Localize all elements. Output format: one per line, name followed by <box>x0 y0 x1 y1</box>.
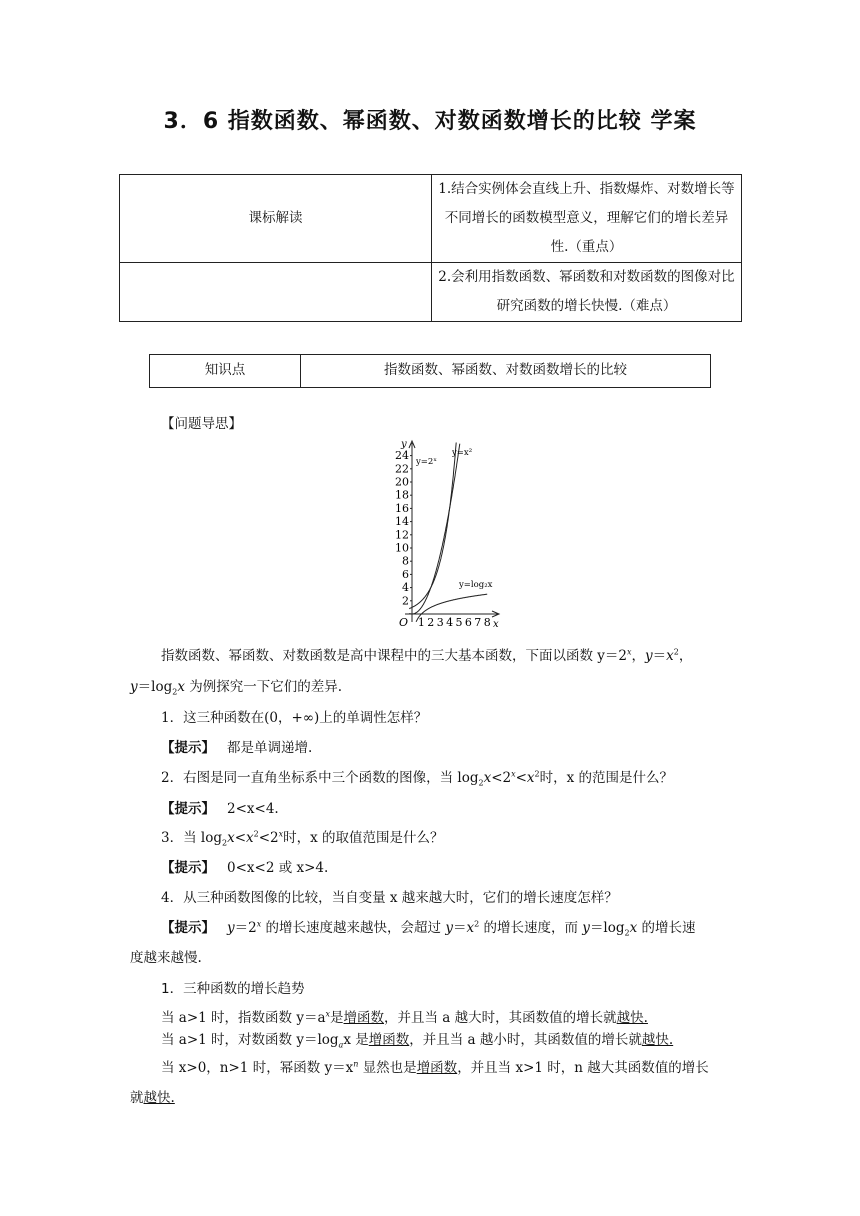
guide-heading: 【问题导思】 <box>161 416 242 432</box>
curriculum-standards-table <box>119 174 742 322</box>
question-3: 3．当 $\log_2x<x^2<2^x$时，x 的取值范围是什么？ <box>161 829 444 848</box>
question-2-pre: 2．右图是同一直角坐标系中三个函数的图像，当 log <box>161 770 479 786</box>
question-2: 2．右图是同一直角坐标系中三个函数的图像，当 $\log_2x<2^x<x^2$时，x 的范围是什么？ <box>161 769 674 788</box>
trend-exp-b: 是 <box>330 1010 344 1026</box>
x-tick-label: 8 <box>483 616 491 629</box>
answer-1-text: 都是单调递增. <box>227 740 313 756</box>
trend-log-a: 当 a>1 时，对数函数 y＝log <box>161 1032 339 1048</box>
x-tick-label: 5 <box>455 616 463 629</box>
knowledge-point-table <box>149 354 711 388</box>
trend-log-c: ，并且当 a 越小时，其函数值的增长就 <box>409 1032 642 1048</box>
hint-label: 【提示】 <box>161 860 215 876</box>
answer-4-a: 的增长速度越来越快，会超过 <box>265 920 442 936</box>
trend-pow-a: 当 x>0，n>1 时，幂函数 y＝x <box>161 1060 354 1076</box>
trend-power-line-2 <box>130 1083 175 1113</box>
intro-text-2: 为例探究一下它们的差异. <box>189 679 343 695</box>
hint-label: 【提示】 <box>161 801 215 817</box>
y-tick-label: 24 <box>395 449 409 463</box>
answer-4-b: 的增长速度，而 <box>483 920 578 936</box>
standards-label: 课标解读 <box>120 175 432 263</box>
trend-pow-answer-2: 越快. <box>143 1090 175 1106</box>
standards-item-1: 1.结合实例体会直线上升、指数爆炸、对数增长等不同增长的函数模型意义，理解它们的增长差异性.（重点） <box>432 175 742 263</box>
answer-1 <box>161 733 312 763</box>
answer-4-line-2: 度越来越慢. <box>130 950 202 966</box>
x-tick-label: 1 <box>417 616 425 629</box>
pow-curve-label: y=x² <box>452 448 473 458</box>
standards-empty-cell <box>120 263 432 322</box>
y-tick-label: 8 <box>402 554 409 568</box>
trend-exp-answer-2: 越快. <box>616 1010 648 1026</box>
question-2-post: 时，x 的范围是什么？ <box>539 770 674 786</box>
knowledge-point-label: 知识点 <box>150 355 301 388</box>
y-tick-label: 20 <box>395 475 409 489</box>
trend-pow-b: 显然也是 <box>362 1060 417 1076</box>
x-tick-label: 3 <box>436 616 444 629</box>
intro-text-1: 指数函数、幂函数、对数函数是高中课程中的三大基本函数，下面以函数 y＝2 <box>161 648 628 664</box>
y-tick-label: 14 <box>395 515 409 529</box>
x-axis-label: x <box>493 619 499 630</box>
trend-exp-answer-1: 增函数 <box>343 1010 385 1026</box>
trend-heading: 1．三种函数的增长趋势 <box>161 981 305 997</box>
trend-exp-a: 当 a>1 时，指数函数 y＝a <box>161 1010 326 1026</box>
answer-4-line-1: 【提示】 $y=2^x$ 的增长速度越来越快，会超过 $y=x^2$ 的增长速度，而 $y=\log_2x$ 的增长速 <box>161 919 696 938</box>
page-title: 3．6 指数函数、幂函数、对数函数增长的比较 学案 <box>163 109 697 134</box>
knowledge-point-value: 指数函数、幂函数、对数函数增长的比较 <box>301 355 711 388</box>
answer-3 <box>161 853 328 883</box>
y-axis-label: y <box>401 439 407 450</box>
trend-log-answer-2: 越快. <box>641 1032 674 1048</box>
y-tick-label: 10 <box>395 541 409 555</box>
x-tick-label: 2 <box>427 616 435 629</box>
exp-curve-label: y=2ˣ <box>416 457 437 467</box>
y-tick-label: 16 <box>395 501 409 515</box>
y-tick-label: 18 <box>395 488 409 502</box>
intro-line-1: 指数函数、幂函数、对数函数是高中课程中的三大基本函数，下面以函数 $y=2^x$，$y=x^2$， <box>161 647 693 664</box>
hint-label: 【提示】 <box>161 920 215 936</box>
hint-label: 【提示】 <box>161 740 215 756</box>
y-tick-label: 2 <box>402 594 409 608</box>
y-tick-label: 6 <box>402 567 409 581</box>
function-graph <box>392 436 507 630</box>
trend-pow-answer-1: 增函数 <box>416 1060 458 1076</box>
trend-power-line-1: 当 x>0，n>1 时，幂函数 $y=x^n$ 显然也是增函数，并且当 x>1 时，n 越大其函数值的增长 <box>161 1059 709 1076</box>
trend-log-answer-1: 增函数 <box>368 1032 410 1048</box>
x-tick-label: 6 <box>464 616 472 629</box>
y-tick-label: 4 <box>402 581 409 595</box>
answer-4-c: 的增长速 <box>641 920 696 936</box>
origin-label: O <box>399 616 409 629</box>
question-1: 1．这三种函数在(0，+∞)上的单调性怎样？ <box>161 710 428 726</box>
trend-pow-d: 就 <box>130 1090 144 1106</box>
log-curve-label: y=log₂x <box>459 580 493 590</box>
trend-logarithmic: 当 a>1 时，对数函数 $y=\log_ax$ 是增函数，并且当 a 越小时，其函数值的增长就越快. <box>161 1032 674 1050</box>
question-3-post: 时，x 的取值范围是什么？ <box>283 830 444 846</box>
x-tick-label: 7 <box>474 616 482 629</box>
question-4: 4．从三种函数图像的比较，当自变量 x 越来越大时，它们的增长速度怎样？ <box>161 890 618 906</box>
trend-exp-c: ，并且当 a 越大时，其函数值的增长就 <box>384 1010 617 1026</box>
question-3-pre: 3．当 log <box>161 830 222 846</box>
trend-pow-c: ，并且当 x>1 时，n 越大其函数值的增长 <box>457 1060 709 1076</box>
standards-item-2: 2.会利用指数函数、幂函数和对数函数的图像对比研究函数的增长快慢.（难点） <box>432 263 742 322</box>
answer-2 <box>161 794 279 824</box>
y-tick-label: 12 <box>395 528 409 542</box>
exp-curve <box>409 443 456 609</box>
x-tick-label: 4 <box>446 616 454 629</box>
answer-2-text: 2<x<4. <box>227 801 279 817</box>
pow-curve <box>409 444 460 614</box>
trend-log-b: x 是 <box>343 1032 369 1048</box>
intro-line-2: $y=\log_2x$ 为例探究一下它们的差异. <box>130 679 343 697</box>
trend-exponential: 当 a>1 时，指数函数 $y=a^x$是增函数，并且当 a 越大时，其函数值的增长就越快. <box>161 1009 648 1026</box>
y-tick-label: 22 <box>395 462 409 476</box>
answer-3-text: 0<x<2 或 x>4. <box>227 860 329 876</box>
